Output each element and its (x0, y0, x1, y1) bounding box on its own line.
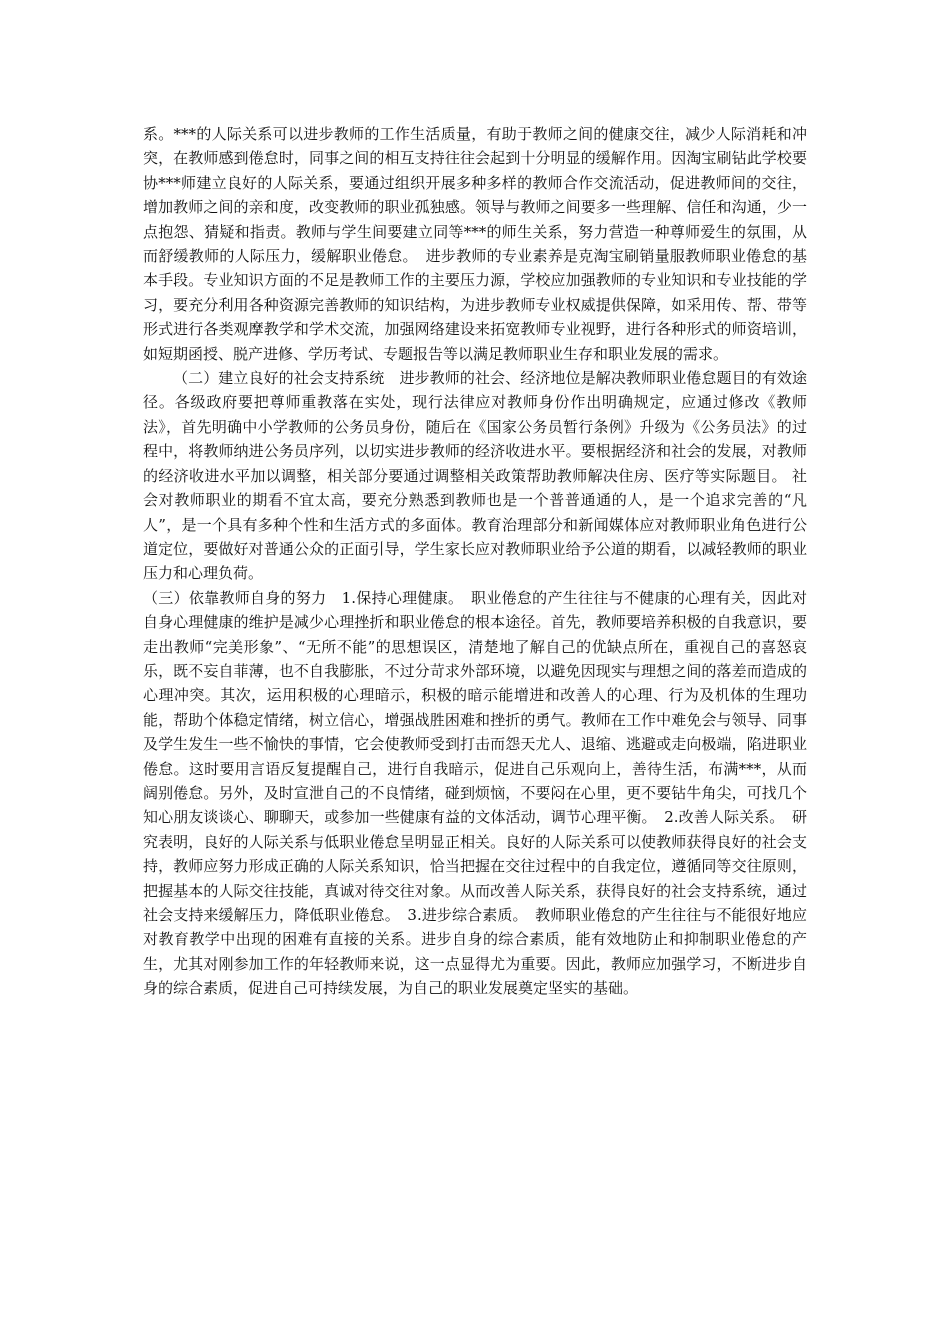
document-body (143, 122, 807, 1001)
paragraph-interpersonal-relations: 系。***的人际关系可以进步教师的工作生活质量，有助于教师之间的健康交往，减少人际消耗和冲突，在教师感到倦怠时，同事之间的相互支持往往会起到十分明显的缓解作用。因淘宝刷钻此学校要协***师建立良好的人际关系，要通过组织开展多种多样的教师合作交流活动，促进教师间的交往，增加教师之间的亲和度，改变教师的职业孤独感。领导与教师之间要多一些理解、信任和沟通，少一点抱怨、猜疑和指责。教师与学生间要建立同等***的师生关系，努力营造一种尊师爱生的氛围，从而舒缓教师的人际压力，缓解职业倦怠。 进步教师的专业素养是克淘宝刷销量服教师职业倦怠的基本手段。专业知识方面的不足是教师工作的主要压力源，学校应加强教师的专业知识和专业技能的学习，要充分利用各种资源完善教师的知识结构，为进步教师专业权威提供保障，如采用传、帮、带等形式进行各类观摩教学和学术交流，加强网络建设来拓宽教师专业视野，进行各种形式的师资培训，如短期函授、脱产进修、学历考试、专题报告等以满足教师职业生存和职业发展的需求。 (143, 125, 807, 363)
paragraph-teacher-self-effort: （三）依靠教师自身的努力 1.保持心理健康。 职业倦怠的产生往往与不健康的心理有关，因此对自身心理健康的维护是减少心理挫折和职业倦怠的根本途径。首先，教师要培养积极的自我意识，要走出教师“完美形象”、“无所不能”的思想误区，清楚地了解自己的优缺点所在，重视自己的喜怒哀乐，既不妄自菲薄，也不自我膨胀，不过分苛求外部环境，以避免因现实与理想之间的落差而造成的心理冲突。其次，运用积极的心理暗示，积极的暗示能增进和改善人的心理、行为及机体的生理功能，帮助个体稳定情绪，树立信心，增强战胜困难和挫折的勇气。教师在工作中难免会与领导、同事及学生发生一些不愉快的事情，它会使教师受到打击而怨天尤人、退缩、逃避或走向极端，陷进职业倦怠。这时要用言语反复提醒自己，进行自我暗示，促进自己乐观向上，善待生活，布满***，从而阔别倦怠。另外，及时宣泄自己的不良情绪，碰到烦恼，不要闷在心里，更不要钻牛角尖，可找几个知心朋友谈谈心、聊聊天，或参加一些健康有益的文体活动，调节心理平衡。 2.改善人际关系。 研究表明，良好的人际关系与低职业倦怠呈明显正相关。良好的人际关系可以使教师获得良好的社会支持，教师应努力形成正确的人际关系知识，恰当把握在交往过程中的自我定位，遵循同等交往原则，把握基本的人际交往技能，真诚对待交往对象。从而改善人际关系，获得良好的社会支持系统，通过社会支持来缓解压力，降低职业倦怠。 3.进步综合素质。 教师职业倦怠的产生往往与不能很好地应对教育教学中出现的困难有直接的关系。进步自身的综合素质，能有效地防止和抑制职业倦怠的产生，尤其对刚参加工作的年轻教师来说，这一点显得尤为重要。因此，教师应加强学习，不断进步自身的综合素质，促进自己可持续发展，为自己的职业发展奠定坚实的基础。 (143, 588, 807, 998)
paragraph-social-support-system: （二）建立良好的社会支持系统 进步教师的社会、经济地位是解决教师职业倦怠题目的有效途径。各级政府要把尊师重教落在实处，现行法律应对教师身份作出明确规定，应通过修改《教师法》，首先明确中小学教师的公务员身份，随后在《国家公务员暂行条例》升级为《公务员法》的过程中，将教师纳进公务员序列，以切实进步教师的经济收进水平。要根据经济和社会的发展，对教师的经济收进水平加以调整，相关部分要通过调整相关政策帮助教师解决住房、医疗等实际题目。 社会对教师职业的期看不宜太高，要充分熟悉到教师也是一个普普通通的人，是一个追求完善的“凡人”，是一个具有多种个性和生活方式的多面体。教育治理部分和新闻媒体应对教师职业角色进行公道定位，要做好对普通公众的正面引导，学生家长应对教师职业给予公道的期看，以减轻教师的职业压力和心理负荷。 (143, 369, 807, 583)
